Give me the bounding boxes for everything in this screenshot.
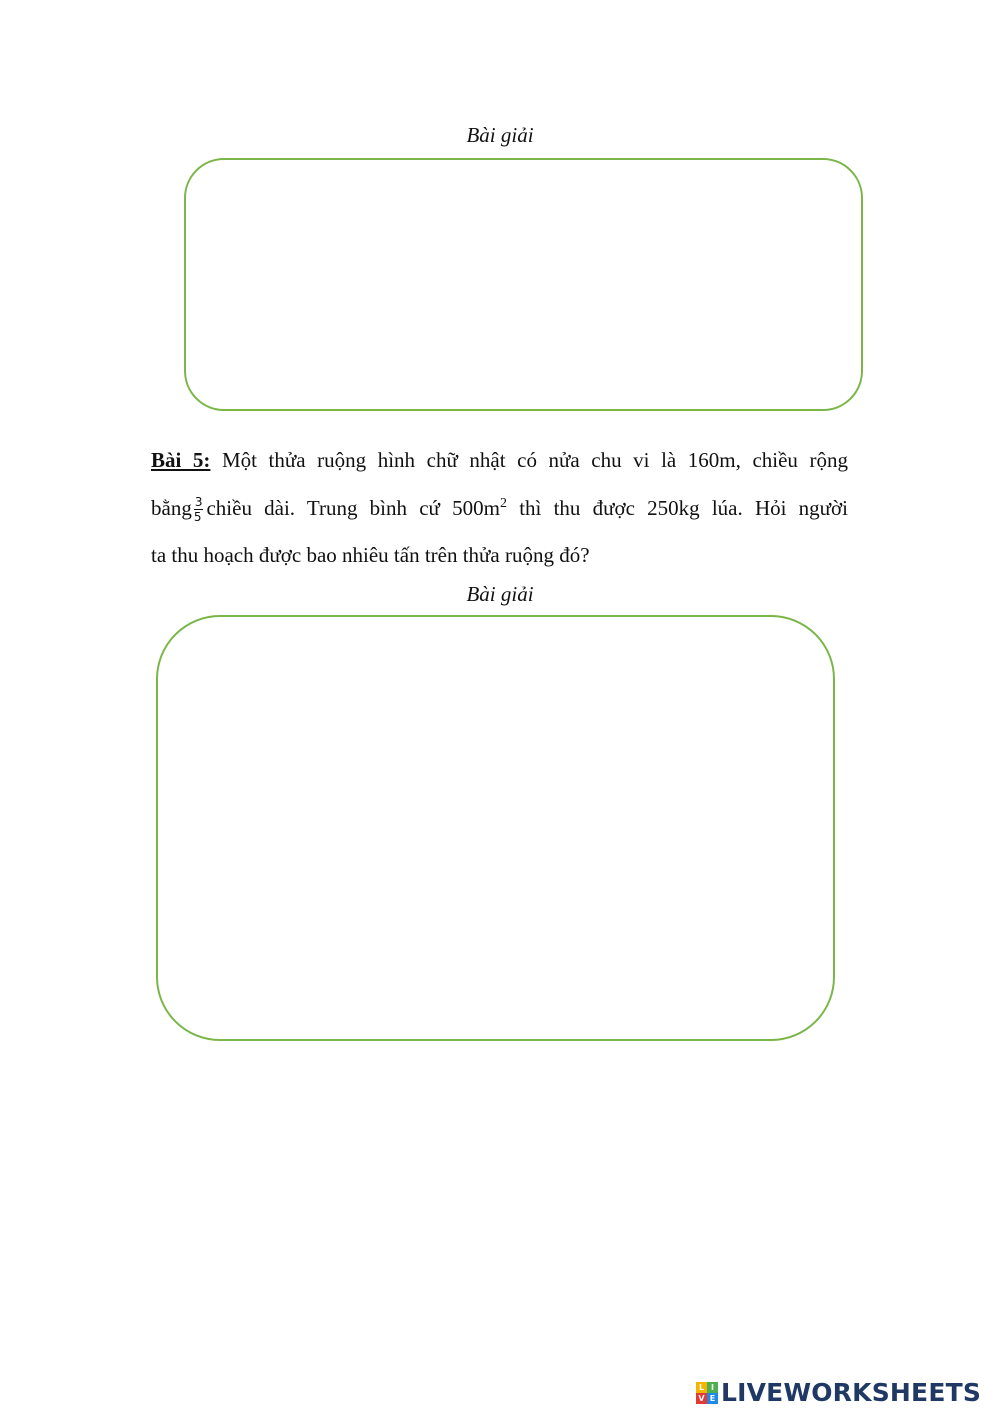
logo-mark-cell: L bbox=[696, 1382, 707, 1393]
solution-heading-1: Bài giải bbox=[466, 123, 534, 147]
problem-line-2-end: thì thu được 250kg lúa. Hỏi người bbox=[506, 496, 848, 520]
problem-line-2-middle: chiều dài. Trung bình cứ 500m bbox=[206, 496, 500, 520]
fraction bbox=[194, 495, 204, 524]
solution-heading-2: Bài giải bbox=[466, 582, 534, 606]
problem-line-3: ta thu hoạch được bao nhiêu tấn trên thửa ruộng đó? bbox=[151, 543, 590, 567]
logo-mark-cell: I bbox=[707, 1382, 718, 1393]
problem-line-1-text: Một thửa ruộng hình chữ nhật có nửa chu vi là 160m, chiều rộng bbox=[210, 448, 848, 472]
logo-mark-cell: E bbox=[707, 1393, 718, 1404]
superscript: 2 bbox=[499, 496, 507, 511]
logo-mark-cell: V bbox=[696, 1393, 707, 1404]
answer-box-1[interactable] bbox=[184, 158, 863, 411]
logo-mark-icon bbox=[696, 1382, 718, 1404]
logo-text: LIVEWORKSHEETS bbox=[721, 1378, 982, 1407]
problem-line-2-start: bằng bbox=[151, 496, 192, 520]
problem-label: Bài 5: bbox=[151, 448, 211, 472]
fraction-numerator: 3 bbox=[194, 494, 203, 509]
liveworksheets-logo bbox=[696, 1378, 981, 1408]
problem-line-1 bbox=[151, 444, 848, 476]
problem-line-2 bbox=[151, 492, 848, 524]
answer-box-2[interactable] bbox=[156, 615, 835, 1041]
fraction-denominator: 5 bbox=[193, 509, 202, 524]
